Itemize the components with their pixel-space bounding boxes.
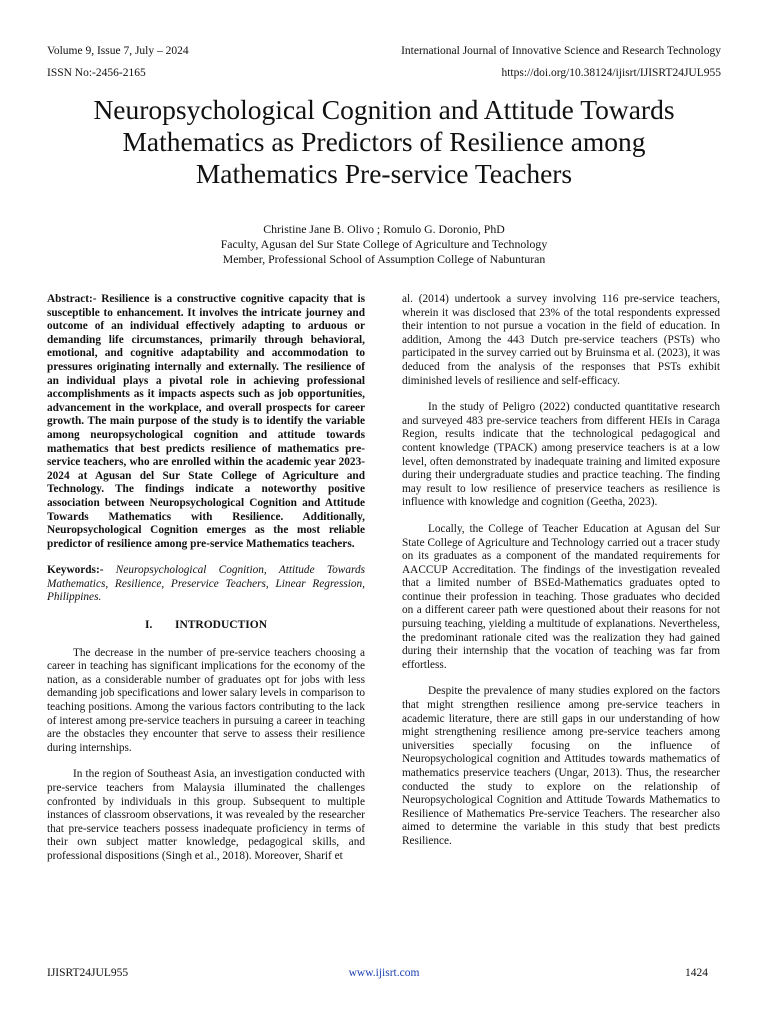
section-title: INTRODUCTION: [174, 619, 267, 632]
section-heading-introduction: [47, 619, 365, 633]
abstract: Abstract:- Resilience is a constructive cognitive capacity that is susceptible to enhancement. It involves the intricate journey and outcome of an individual effectively adapting to arduous or demanding life circumstances, primarily through behavioral, emotional, and cognitive adaptability and accommodation to pressures originating internally and externally. The resilience of an individual plays a pivotal role in achieving professional accomplishments as it impacts aspects such as job opportunities, advancement in the workplace, and overall prospects for career growth. The main purpose of the study is to identify the variable among neuropsychological cognition and attitude towards mathematics that best predicts resilience of mathematics pre-service teachers, who are enrolled within the academic year 2023-2024 at Agusan del Sur State College of Agriculture and Technology. The findings indicate a noteworthy positive association between Neuropsychological Cognition and Attitude Towards Mathematics with Resilience. Additionally, Neuropsychological Cognition emerges as the most reliable predictor of resilience among pre-service Mathematics teachers.: [47, 293, 365, 550]
left-column: [47, 293, 365, 864]
body-paragraph: In the study of Peligro (2022) conducted quantitative research and surveyed 483 pre-service teachers from different HEIs in Caraga Region, results indicate that the technological pedagogical and content knowledge (TPACK) among preservice teachers is at a low level, often demonstrated by inadequate training and limited exposure during their undergraduate studies and practice teaching. The finding may result to low resilience of preservice teachers as resilience is influence with knowledge and cognition (Geetha, 2023).: [402, 401, 720, 509]
keywords-label: Keywords:-: [47, 564, 104, 577]
body-paragraph-continuation: al. (2014) undertook a survey involving 116 pre-service teachers, wherein it was disclosed that 23% of the total respondents expressed their intention to not pursue a vocation in the field of education. In addition, Among the 443 Dutch pre-service teachers (PSTs) who participated in the survey carried out by Bruinsma et al. (2023), it was deduced from the analysis of the responses that PSTs exhibit diminished levels of resilience and self-efficacy.: [402, 293, 720, 387]
author-names: Christine Jane B. Olivo ; Romulo G. Doronio, PhD: [263, 222, 505, 236]
footer-paper-id: IJISRT24JUL955: [47, 967, 129, 979]
keywords: [47, 564, 365, 605]
keywords-text: Neuropsychological Cognition, Attitude Towards Mathematics, Resilience, Preservice Teachers, Linear Regression, Philippines.: [47, 564, 365, 604]
body-paragraph: In the region of Southeast Asia, an investigation conducted with pre-service teachers from Malaysia illuminated the challenges confronted by individuals in this group. Subsequent to multiple instances of classroom observations, it was revealed by the researcher that pre-service teachers possess inadequate proficiency in terms of their own subject matter knowledge, pedagogical skills, and professional dispositions (Singh et al., 2018). Moreover, Sharif et: [47, 768, 365, 862]
footer-page-number: 1424: [685, 967, 708, 979]
header-issn: ISSN No:-2456-2165: [47, 67, 146, 79]
title-line: Neuropsychological Cognition and Attitude Towards: [93, 94, 675, 125]
body-paragraph: Despite the prevalence of many studies explored on the factors that might strengthen resilience among pre-service teachers in academic literature, there are still gaps in our understanding of how might strengthening resilience among pre-service teachers among universities specially focusing on the influence of Neuropsychological cognition and Attitudes towards mathematics of mathematics preservice teachers (Ungar, 2013). Thus, the researcher conducted the study to explore on the relationship of Neuropsychological Cognition and Attitude Towards Mathematics to Resilience of Mathematics Pre-service Teachers. The researcher also aimed to determine the variable in this study that best predicts Resilience.: [402, 685, 720, 847]
header-volume: Volume 9, Issue 7, July – 2024: [47, 45, 189, 57]
paper-title: [30, 94, 738, 190]
section-number: I.: [144, 619, 153, 632]
footer-website-link[interactable]: www.ijisrt.com: [348, 967, 420, 979]
title-line: Mathematics Pre-service Teachers: [195, 158, 573, 189]
author-affiliation: Faculty, Agusan del Sur State College of Agriculture and Technology: [220, 237, 548, 251]
title-line: Mathematics as Predictors of Resilience among: [122, 126, 646, 157]
header-journal-name: International Journal of Innovative Science and Research Technology: [401, 45, 721, 57]
author-affiliation: Member, Professional School of Assumption College of Nabunturan: [222, 252, 546, 266]
author-block: [60, 222, 708, 267]
right-column: [402, 293, 720, 849]
body-paragraph: The decrease in the number of pre-service teachers choosing a career in teaching has significant implications for the economy of the nation, as a considerable number of graduates opt for jobs with less demanding job specifications and lower salary levels in comparison to teaching positions. Among the various factors contributing to the lack of interest among pre-service teachers in pursuing a career in teaching are the obstacles they encounter that serve to assess their resilience during internships.: [47, 646, 365, 754]
header-doi-link[interactable]: https://doi.org/10.38124/ijisrt/IJISRT24JUL955: [501, 67, 721, 79]
body-paragraph: Locally, the College of Teacher Education at Agusan del Sur State College of Agriculture and Technology carried out a tracer study on its graduates as a component of the mandated requirements for AACCUP Accreditation. The findings of the investigation revealed that a limited number of BSEd-Mathematics graduates opted to continue their profession in teaching. Those graduates who decided on a different career path were questioned about their reasons for not pursuing teaching, yielding a multitude of explanations. Nevertheless, the predominant rationale cited was the realization they had gained during their internship that the vocation of teaching was far from effortless.: [402, 522, 720, 671]
